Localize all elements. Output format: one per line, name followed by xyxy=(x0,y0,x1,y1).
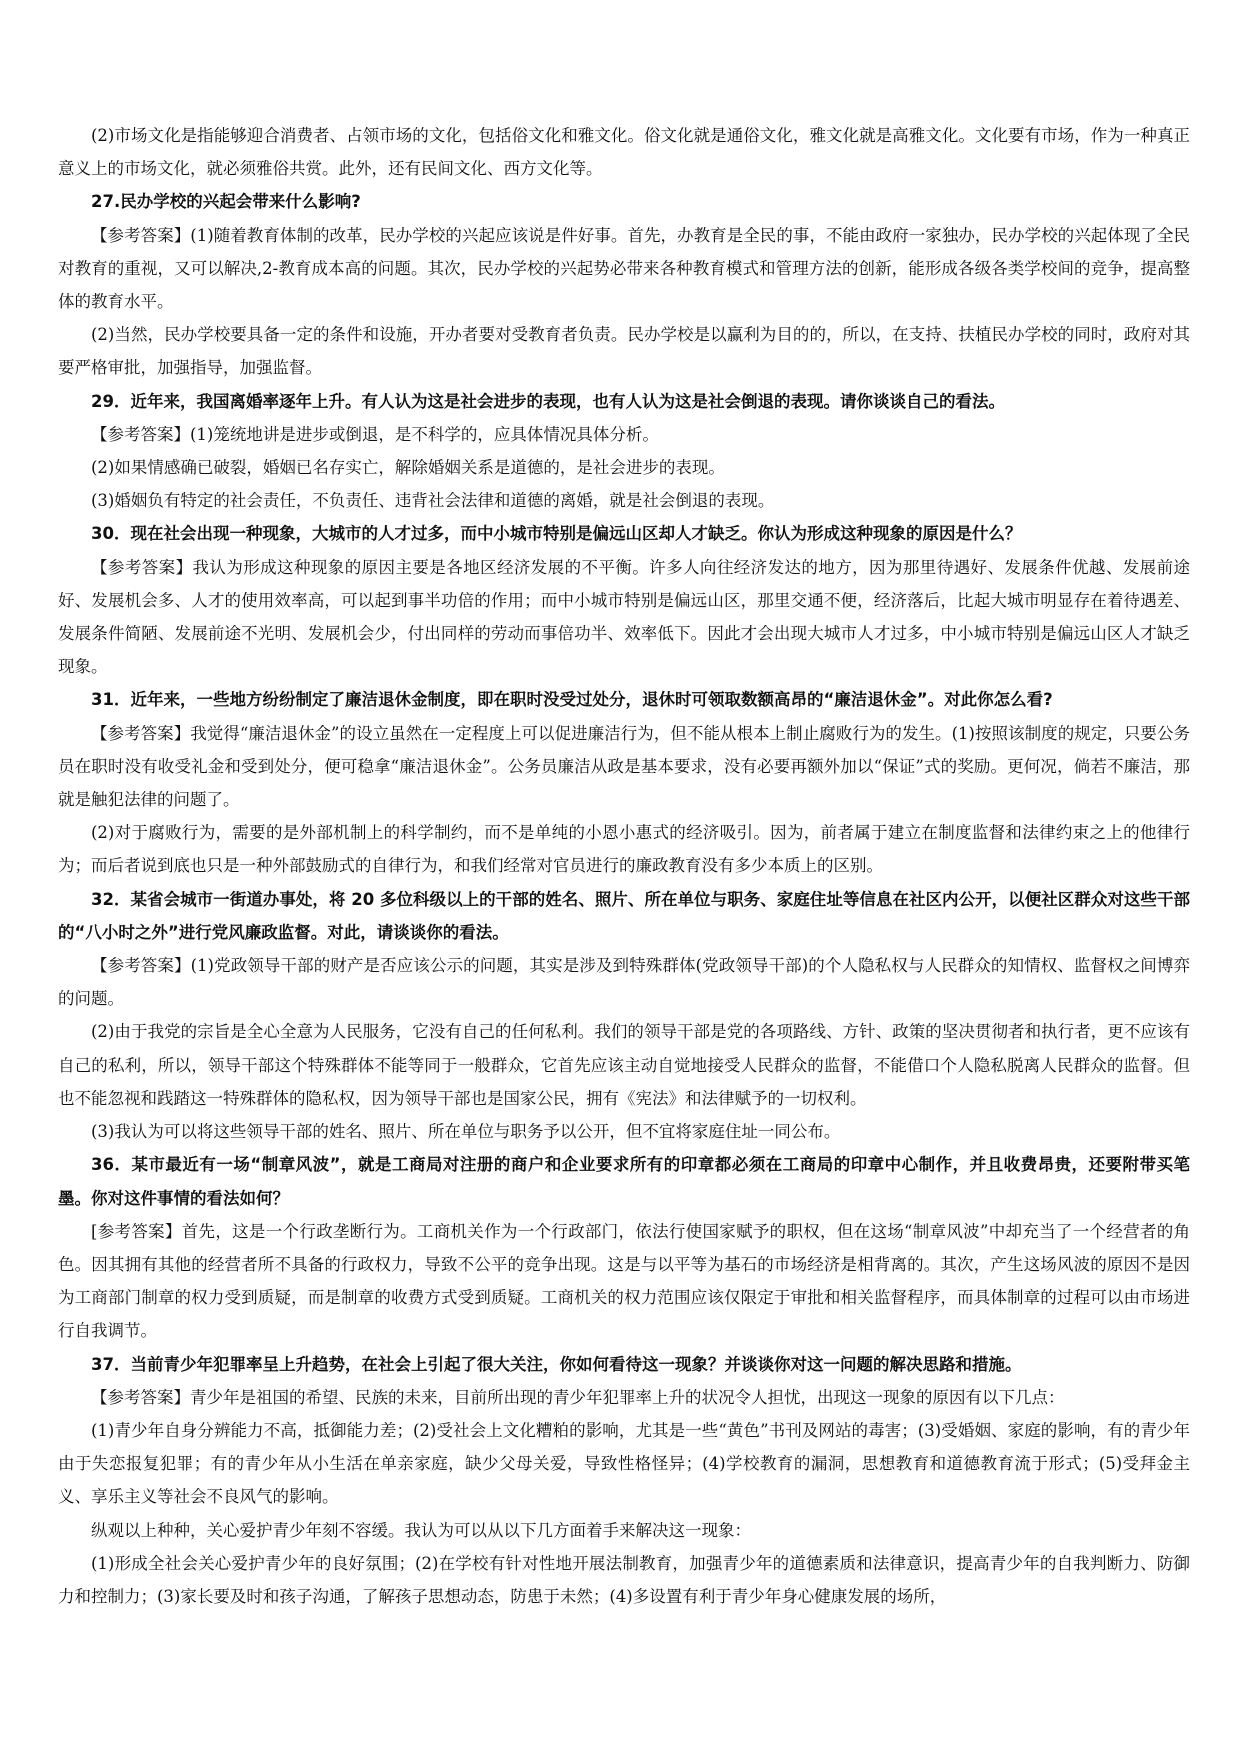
paragraph-text: (3)我认为可以将这些领导干部的姓名、照片、所在单位与职务予以公开，但不宜将家庭住址一同公布。 xyxy=(91,1122,841,1142)
paragraph-text: 【参考答案】(1)随着教育体制的改革，民办学校的兴起应该说是件好事。首先，办教育是全民的事，不能由政府一家独办，民办学校的兴起体现了全民对教育的重视，又可以解决,2-教育成本高的问题。其次，民办学校的兴起势必带来各种教育模式和管理方法的创新，能形成各级各类学校间的竞争，提高整体的教育水平。 xyxy=(58,225,1190,312)
paragraph-text: 【参考答案】我觉得“廉洁退休金”的设立虽然在一定程度上可以促进廉洁行为，但不能从根本上制止腐败行为的发生。(1)按照该制度的规定，只要公务员在职时没有收受礼金和受到处分，便可稳拿“廉洁退休金”。公务员廉洁从政是基本要求，没有必要再额外加以“保证”式的奖励。更何况，倘若不廉洁，那就是触犯法律的问题了。 xyxy=(58,723,1190,810)
paragraph-text: (2)对于腐败行为，需要的是外部机制上的科学制约，而不是单纯的小恩小惠式的经济吸引。因为，前者属于建立在制度监督和法律约束之上的他律行为；而后者说到底也只是一种外部鼓励式的自律行为，和我们经常对官员进行的廉政教育没有多少本质上的区别。 xyxy=(58,823,1190,876)
question-heading: 37．当前青少年犯罪率呈上升趋势，在社会上引起了很大关注，你如何看待这一现象？并谈谈你对这一问题的解决思路和措施。 xyxy=(91,1354,1022,1374)
question-heading: 29．近年来，我国离婚率逐年上升。有人认为这是社会进步的表现，也有人认为这是社会倒退的表现。请你谈谈自己的看法。 xyxy=(91,391,1005,411)
paragraph-text: (3)婚姻负有特定的社会责任，不负责任、违背社会法律和道德的离婚，就是社会倒退的表现。 xyxy=(91,491,775,511)
paragraph-text: [参考答案】首先，这是一个行政垄断行为。工商机关作为一个行政部门，依法行使国家赋予的职权，但在这场“制章风波”中却充当了一个经营者的角色。因其拥有其他的经营者所不具备的行政权力，导致不公平的竞争出现。这是与以平等为基石的市场经济是相背离的。其次，产生这场风波的原因不是因为工商部门制章的权力受到质疑，而是制章的收费方式受到质疑。工商机关的权力范围应该仅限定于审批和相关监督程序，而具体制章的过程可以由市场进行自我调节。 xyxy=(58,1221,1190,1341)
paragraph-text: 【参考答案】我认为形成这种现象的原因主要是各地区经济发展的不平衡。许多人向往经济发达的地方，因为那里待遇好、发展条件优越、发展前途好、发展机会多、人才的使用效率高，可以起到事半功倍的作用；而中小城市特别是偏远山区，那里交通不便，经济落后，比起大城市明显存在着待遇差、发展条件简陋、发展前途不光明、发展机会少，付出同样的劳动而事倍功半、效率低下。因此才会出现大城市人才过多，中小城市特别是偏远山区人才缺乏现象。 xyxy=(58,557,1190,677)
paragraph-text: (2)市场文化是指能够迎合消费者、占领市场的文化，包括俗文化和雅文化。俗文化就是通俗文化，雅文化就是高雅文化。文化要有市场，作为一种真正意义上的市场文化，就必须雅俗共赏。此外，还有民间文化、西方文化等。 xyxy=(58,126,1190,179)
document-page xyxy=(58,119,1190,1613)
question-heading: 30．现在社会出现一种现象，大城市的人才过多，而中小城市特别是偏远山区却人才缺乏。你认为形成这种现象的原因是什么？ xyxy=(91,524,1022,544)
question-heading: 31．近年来，一些地方纷纷制定了廉洁退休金制度，即在职时没受过处分，退休时可领取数额高昂的“廉洁退休金”。对此你怎么看? xyxy=(91,690,1053,710)
question-heading: 27.民办学校的兴起会带来什么影响? xyxy=(91,192,361,212)
paragraph-text: 【参考答案】(1)笼统地讲是进步或倒退，是不科学的，应具体情况具体分析。 xyxy=(91,424,659,444)
paragraph-text: (2)由于我党的宗旨是全心全意为人民服务，它没有自己的任何私利。我们的领导干部是党的各项路线、方针、政策的坚决贯彻者和执行者，更不应该有自己的私利，所以，领导干部这个特殊群体不能等同于一般群众，它首先应该主动自觉地接受人民群众的监督，不能借口个人隐私脱离人民群众的监督。但也不能忽视和践踏这一特殊群体的隐私权，因为领导干部也是国家公民，拥有《宪法》和法律赋予的一切权利。 xyxy=(58,1022,1190,1108)
paragraph-text: (2)当然，民办学校要具备一定的条件和设施，开办者要对受教育者负责。民办学校是以赢利为目的的，所以，在支持、扶植民办学校的同时，政府对其要严格审批，加强指导，加强监督。 xyxy=(58,325,1190,378)
paragraph-text: (1)青少年自身分辨能力不高，抵御能力差；(2)受社会上文化糟粕的影响，尤其是一些“黄色”书刊及网站的毒害；(3)受婚姻、家庭的影响，有的青少年由于失恋报复犯罪；有的青少年从小生活在单亲家庭，缺少父母关爱，导致性格怪异；(4)学校教育的漏洞，思想教育和道德教育流于形式；(5)受拜金主义、享乐主义等社会不良风气的影响。 xyxy=(58,1420,1190,1507)
paragraph-text: (1)形成全社会关心爱护青少年的良好氛围；(2)在学校有针对性地开展法制教育，加强青少年的道德素质和法律意识，提高青少年的自我判断力、防御力和控制力；(3)家长要及时和孩子沟通，了解孩子思想动态，防患于未然；(4)多设置有利于青少年身心健康发展的场所， xyxy=(58,1553,1190,1606)
paragraph-text: 【参考答案】(1)党政领导干部的财产是否应该公示的问题，其实是涉及到特殊群体(党政领导干部)的个人隐私权与人民群众的知情权、监督权之间博弈的问题。 xyxy=(58,956,1190,1009)
question-heading: 32．某省会城市一街道办事处，将 20 多位科级以上的干部的姓名、照片、所在单位与职务、家庭住址等信息在社区内公开，以便社区群众对这些干部的“八小时之外”进行党风廉政监督。对此，请谈谈你的看法。 xyxy=(58,889,1190,942)
paragraph-text: (2)如果情感确已破裂，婚姻已名存实亡，解除婚姻关系是道德的，是社会进步的表现。 xyxy=(91,458,725,478)
question-heading: 36．某市最近有一场“制章风波”，就是工商局对注册的商户和企业要求所有的印章都必须在工商局的印章中心制作，并且收费昂贵，还要附带买笔墨。你对这件事情的看法如何？ xyxy=(58,1155,1190,1208)
paragraph-text: 【参考答案】青少年是祖国的希望、民族的未来，目前所出现的青少年犯罪率上升的状况令人担忧，出现这一现象的原因有以下几点： xyxy=(91,1387,1065,1407)
paragraph-text: 纵观以上种种，关心爱护青少年刻不容缓。我认为可以从以下几方面着手来解决这一现象： xyxy=(91,1520,751,1540)
